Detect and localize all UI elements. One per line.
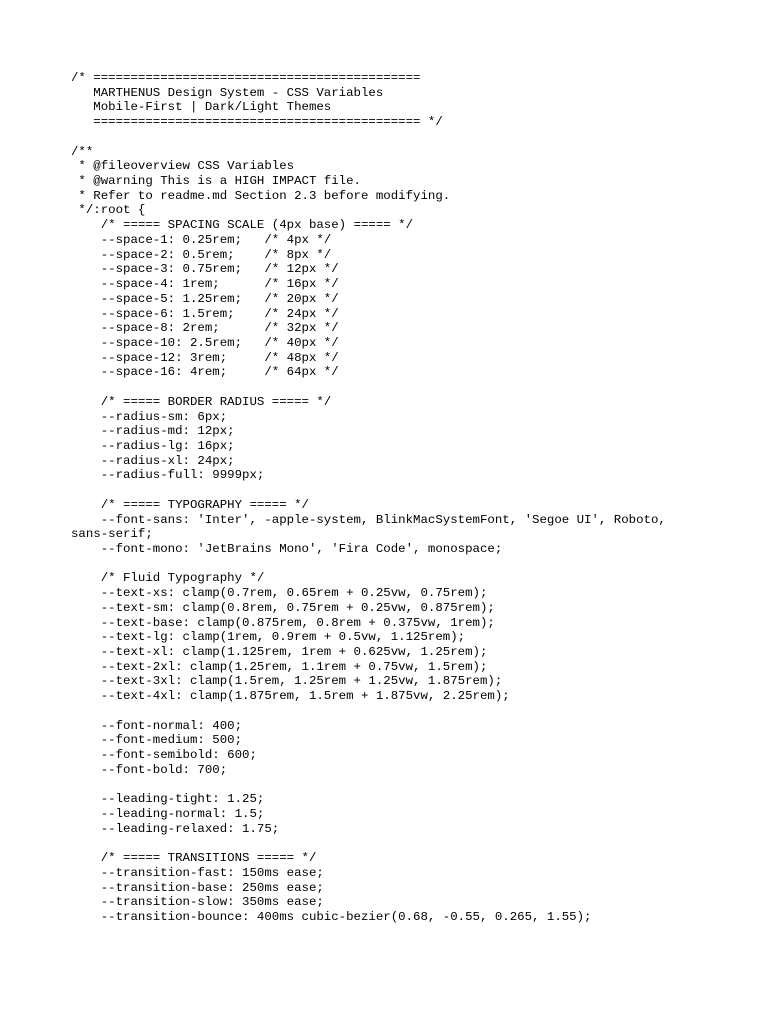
code-line: MARTHENUS Design System - CSS Variables	[71, 85, 384, 100]
code-line: --text-sm: clamp(0.8rem, 0.75rem + 0.25vw, 0.875rem);	[71, 600, 495, 615]
code-line: --space-8: 2rem; /* 32px */	[71, 321, 339, 336]
code-line: --radius-full: 9999px;	[71, 468, 265, 483]
code-line: --space-5: 1.25rem; /* 20px */	[71, 291, 339, 306]
code-line: --text-4xl: clamp(1.875rem, 1.5rem + 1.875vw, 2.25rem);	[71, 689, 510, 704]
code-line	[71, 836, 711, 851]
code-line: /* Fluid Typography */	[71, 571, 265, 586]
code-line: --radius-lg: 16px;	[71, 438, 235, 453]
code-line: --font-medium: 500;	[71, 733, 243, 748]
code-line: --transition-fast: 150ms ease;	[71, 865, 324, 880]
code-line	[71, 557, 711, 572]
code-line: --space-6: 1.5rem; /* 24px */	[71, 306, 339, 321]
code-line: --space-16: 4rem; /* 64px */	[71, 365, 339, 380]
code-line: --text-2xl: clamp(1.25rem, 1.1rem + 0.75vw, 1.5rem);	[71, 659, 488, 674]
code-line	[71, 483, 711, 498]
code-line: --font-sans: 'Inter', -apple-system, BlinkMacSystemFont, 'Segoe UI', Roboto,	[71, 512, 666, 527]
code-line: --space-12: 3rem; /* 48px */	[71, 350, 339, 365]
code-line: /* ===== SPACING SCALE (4px base) ===== */	[71, 218, 414, 233]
code-line: --font-mono: 'JetBrains Mono', 'Fira Code', monospace;	[71, 542, 503, 556]
code-line: * Refer to readme.md Section 2.3 before modifying.	[71, 188, 451, 203]
code-line: --text-xs: clamp(0.7rem, 0.65rem + 0.25vw, 0.75rem);	[71, 586, 488, 601]
code-line: --leading-relaxed: 1.75;	[71, 821, 280, 836]
code-line: --text-lg: clamp(1rem, 0.9rem + 0.5vw, 1.125rem);	[71, 630, 466, 645]
code-line: --text-3xl: clamp(1.5rem, 1.25rem + 1.25vw, 1.875rem);	[71, 674, 503, 689]
code-line: --text-base: clamp(0.875rem, 0.8rem + 0.375vw, 1rem);	[71, 615, 495, 630]
code-line: --leading-tight: 1.25;	[71, 792, 265, 807]
code-line: */:root {	[71, 203, 146, 218]
code-line: --font-semibold: 600;	[71, 748, 257, 763]
code-line: --space-2: 0.5rem; /* 8px */	[71, 247, 332, 262]
code-line: --radius-md: 12px;	[71, 424, 235, 439]
code-line	[71, 704, 711, 719]
code-line	[71, 778, 711, 793]
code-line: --space-3: 0.75rem; /* 12px */	[71, 262, 339, 277]
code-line: /**	[71, 144, 94, 159]
code-line: --space-10: 2.5rem; /* 40px */	[71, 335, 339, 350]
code-line: --text-xl: clamp(1.125rem, 1rem + 0.625vw, 1.25rem);	[71, 645, 488, 660]
code-line: /* ===== TYPOGRAPHY ===== */	[71, 497, 309, 512]
code-line: * @warning This is a HIGH IMPACT file.	[71, 174, 361, 189]
code-line: /* ===== TRANSITIONS ===== */	[71, 851, 317, 866]
code-line: --font-bold: 700;	[71, 762, 228, 777]
code-line: --transition-bounce: 400ms cubic-bezier(0.68, -0.55, 0.265, 1.55);	[71, 909, 592, 924]
code-line: * @fileoverview CSS Variables	[71, 159, 295, 174]
code-line: --space-4: 1rem; /* 16px */	[71, 277, 339, 292]
code-line: --leading-normal: 1.5;	[71, 806, 265, 821]
code-line: /* ===== BORDER RADIUS ===== */	[71, 394, 332, 409]
code-line: ============================================ */	[71, 115, 443, 130]
code-line: --space-1: 0.25rem; /* 4px */	[71, 232, 332, 247]
code-line: --radius-sm: 6px;	[71, 409, 228, 424]
code-line	[71, 130, 711, 145]
code-line: /* ============================================	[71, 71, 421, 85]
code-line: Mobile-First | Dark/Light Themes	[71, 100, 332, 115]
code-line: --radius-xl: 24px;	[71, 453, 235, 468]
code-line	[71, 380, 711, 395]
code-document	[71, 71, 711, 925]
code-line: --transition-slow: 350ms ease;	[71, 895, 324, 910]
code-line: --transition-base: 250ms ease;	[71, 880, 324, 895]
code-line: --font-normal: 400;	[71, 718, 243, 733]
code-line: sans-serif;	[71, 527, 153, 542]
